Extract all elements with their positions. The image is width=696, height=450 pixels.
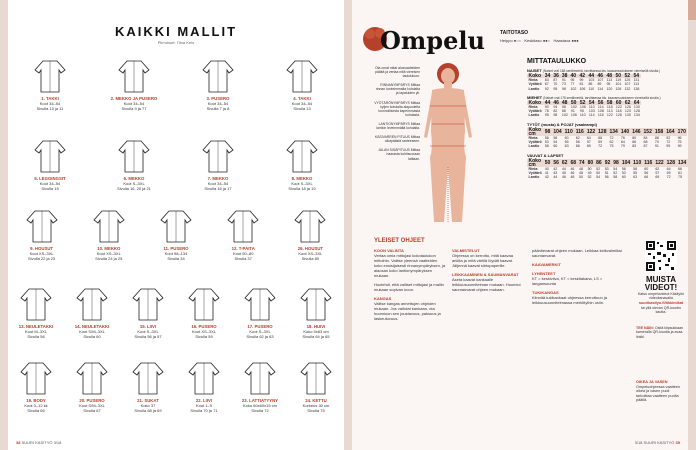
garment-sketch-icon bbox=[104, 136, 164, 176]
model-sizes: Koot XS–3XL bbox=[96, 251, 121, 256]
instruction-text: Ohjeessa on kerrottu, mitä kaavaa arkilta ja mitä värillä löydät kaavat. Jäljennä kaavat siirtopaperille. bbox=[452, 253, 513, 268]
garment-sketch-icon bbox=[188, 56, 248, 96]
model-title: 21. SUKAT bbox=[137, 398, 159, 403]
garment-sketch-icon bbox=[62, 284, 122, 324]
model-item bbox=[79, 206, 139, 261]
model-title: 26. HOUSUT bbox=[297, 246, 324, 251]
figure-note: Ota omat mitat alusvaatteiden päältä ja vertaa niitä viereisen taulukkoon. bbox=[374, 66, 420, 79]
tip-box: TEE NÄIN: Ositä klipsukkaan kameralla QR-koodia ja avaa linkki. bbox=[636, 326, 684, 339]
model-item bbox=[12, 206, 72, 261]
instruction-heading: LEIKKAAMINEN & SAUMANVARAT bbox=[452, 272, 519, 277]
table-row: Rinta 90 94 98 102 106 110 114 118 122 126 130 bbox=[528, 105, 640, 110]
model-sizes: Koot S/M–3XL bbox=[79, 329, 105, 334]
general-instructions-title: YLEISET OHJEET bbox=[374, 238, 425, 244]
model-title: 15. LIIVI bbox=[139, 324, 157, 329]
model-title: 17. PUSERO bbox=[247, 324, 273, 329]
garment-sketch-icon bbox=[79, 206, 139, 246]
instructions-col-3 bbox=[532, 248, 622, 305]
model-item bbox=[230, 284, 290, 339]
model-item bbox=[118, 284, 178, 339]
model-title: 1. TAKKI bbox=[41, 96, 59, 101]
model-sizes: Koot 34–54 bbox=[291, 101, 313, 106]
instruction-text: Valitse kangas annettujen ohjeiden mukaan. Jos vaihdat kankaan, ota huomioon sen joustavuus, paksuus ja laskeutuvuus. bbox=[374, 301, 441, 321]
model-title: 12. T-PAITA bbox=[231, 246, 255, 251]
figure-notes bbox=[374, 66, 420, 166]
model-title: 20. PUSERO bbox=[79, 398, 105, 403]
model-title: 9. HOUSUT bbox=[30, 246, 54, 251]
model-page: Sivulla 34 bbox=[167, 256, 185, 261]
instruction-heading: VALMISTELUT bbox=[452, 248, 480, 253]
table-row: Lantio 95 98 102 106 110 114 118 122 126 130 134 bbox=[528, 113, 640, 118]
garment-sketch-icon bbox=[188, 136, 248, 176]
table-row: Rinta 56 58 60 62 64 68 72 76 80 84 88 92 96 bbox=[528, 136, 682, 141]
model-item bbox=[280, 206, 340, 261]
instruction-text: Kiinnitä tukikankaat ohjeessa kerrottuun ja leikkuusuunnitelmassa merkittyihin osiin. bbox=[532, 295, 607, 305]
model-sizes: Koot M–3XL bbox=[24, 329, 47, 334]
garment-sketch-icon bbox=[104, 56, 164, 96]
left-right-note: OIKEA JA VASEN Ompeluohjeessa vaatteen oikea ja vasen puoli tarkoittaa vaatteen puolta päällä. bbox=[636, 380, 681, 402]
model-page: Sivulla 10 ja 11 bbox=[36, 106, 64, 111]
size-table-heading: NAISET (Naiset vrat 168 senttimetriä, tarvittaessa kts. kaavamuutokseen viereisellä sivulla.) bbox=[527, 68, 661, 73]
model-sizes: Koot XS–3XL bbox=[29, 251, 54, 256]
instruction-text: Huolehdi, että valitset mittojasi ja mallin mukaan sopivan koon. bbox=[374, 282, 444, 292]
garment-sketch-icon bbox=[8, 358, 66, 398]
garment-sketch-icon bbox=[118, 284, 178, 324]
table-row: Vyötärö 67 70 73 77 81 85 89 95 101 107 113 bbox=[528, 82, 640, 87]
model-page: Sivulla 75 bbox=[307, 408, 325, 413]
model-sizes: Koko 9x83 cm bbox=[303, 329, 329, 334]
model-title: 4. TAKKI bbox=[293, 96, 311, 101]
model-sizes: Korkeus 30 cm bbox=[302, 403, 330, 408]
model-title: 7. MEKKO bbox=[207, 176, 229, 181]
model-page: Sivulla 56 bbox=[27, 334, 45, 339]
model-page: Sivulla 13 bbox=[293, 106, 311, 111]
model-sizes: Koot S/M–3XL bbox=[79, 403, 105, 408]
figure-note: VYÖTÄRÖNYMPÄRYS Mittaa kyljen kohdalta alapuolelta luonnollisesta kapeimmasta kohdasta. bbox=[374, 100, 420, 117]
garment-sketch-icon bbox=[12, 206, 72, 246]
model-page: Sivulla 16 ja 17 bbox=[204, 186, 232, 191]
garment-sketch-icon bbox=[280, 206, 340, 246]
model-item bbox=[20, 56, 80, 111]
model-sizes: Koko 60x60x15 cm bbox=[242, 403, 278, 408]
instruction-text: pääntievarat ohjeen mukaan. Leikkaa kelkvalmiiksi saumanvarat. bbox=[532, 248, 622, 258]
videos-box: MUISTA VIDEOT! Katso ompeluvideot Käsityön videokanavalla suurikasityo.fi/tikkimikat tai yllä olevan QR-koodin kautta. bbox=[637, 275, 685, 314]
model-title: 13. NEULETAKKI bbox=[18, 324, 54, 329]
garment-sketch-icon bbox=[230, 358, 290, 398]
table-row: Lantio 92 95 98 102 106 110 114 120 126 132 138 bbox=[528, 86, 640, 91]
garment-sketch-icon bbox=[272, 56, 332, 96]
figure-note: LANTIONYMPÄRYS Mittaa lantion leveimmältä kohdalta. bbox=[376, 121, 420, 131]
instruction-text: Vertaa omia mittojasi kokotaulukon mittoihin. Valitse yleensä vaatteiden koko ensisijaisesti rinnanympäryksen, ja alaosan koko lantionympäryksen mukaan. bbox=[374, 253, 446, 278]
model-title: 16. PUSERO bbox=[191, 324, 217, 329]
garment-sketch-icon bbox=[146, 206, 206, 246]
garment-sketch-icon bbox=[272, 136, 332, 176]
model-item bbox=[286, 358, 344, 413]
model-sizes: Koot 34–54 bbox=[207, 181, 229, 186]
table-row: Vyötärö 41 43 45 46 48 49 50 51 52 53 55 56 57 59 61 bbox=[528, 171, 682, 176]
left-footer: 38 SUURI KÄSITYÖ 3/18 bbox=[16, 440, 62, 445]
size-table-heading: VAUVAT & LAPSET bbox=[527, 152, 564, 158]
garment-sketch-icon bbox=[20, 56, 80, 96]
model-page: Sivulla 7 ja 8 bbox=[206, 106, 230, 111]
model-page: Sivulla 9 ja 77 bbox=[121, 106, 147, 111]
garment-sketch-icon bbox=[8, 284, 66, 324]
model-page: Sivulla 60 bbox=[83, 334, 101, 339]
instruction-heading: LYHENTEET bbox=[532, 271, 556, 276]
model-sizes: Koot XS–3XL bbox=[298, 251, 323, 256]
model-sizes: Koot XS–3XL bbox=[191, 329, 217, 334]
table-row: Vyötärö 53 54 55 56 57 59 62 64 66 68 70 72 75 bbox=[528, 140, 682, 145]
model-page: Sivulla 22 ja 23 bbox=[28, 256, 56, 261]
model-sizes: Koot 34–54 bbox=[207, 101, 229, 106]
model-item bbox=[188, 56, 248, 111]
instruction-heading: TUKIKANGAS bbox=[532, 290, 559, 295]
model-title: 10. MEKKO bbox=[97, 246, 121, 251]
model-item bbox=[20, 136, 80, 191]
model-page: Sivulla 56 ja 57 bbox=[134, 334, 162, 339]
garment-sketch-icon bbox=[174, 358, 234, 398]
garment-sketch-icon bbox=[20, 136, 80, 176]
model-page: Sivulla 64 ja 65 bbox=[302, 334, 330, 339]
model-page: Sivulla 80 bbox=[301, 256, 320, 261]
model-title: 19. BODY bbox=[26, 398, 46, 403]
model-page: Sivulla 68 ja 69 bbox=[134, 408, 162, 413]
table-row: Rinta 40 42 44 46 48 50 52 53 54 56 58 60 62 64 66 bbox=[528, 167, 682, 172]
page-subtitle: Piirrokset: Tiina Kelo bbox=[157, 40, 195, 45]
left-page bbox=[8, 0, 344, 450]
model-item bbox=[8, 284, 66, 339]
model-title: 2. MEKKO JA PUSERO bbox=[110, 96, 158, 101]
instructions-col-2 bbox=[452, 248, 524, 292]
model-title: 11. PUSERO bbox=[163, 246, 189, 251]
model-sizes: Koot S–3XL bbox=[291, 181, 313, 186]
table-row: Lantio 42 44 46 48 50 52 54 56 58 60 63 66 69 72 75 bbox=[528, 175, 682, 180]
instruction-heading: KOON VALINTA bbox=[374, 248, 404, 253]
model-item bbox=[62, 358, 122, 413]
model-title: 24. KETTU bbox=[305, 398, 327, 403]
table-row: Lantio 58 60 63 66 69 72 75 79 83 87 91 95 99 bbox=[528, 144, 682, 149]
instruction-text: KT = keskiviiva, KT = keskitakana, LS = langansuunta bbox=[532, 276, 603, 286]
model-page: Sivulla 16, 20 ja 21 bbox=[117, 186, 151, 191]
model-page: Sivulla 72 bbox=[251, 408, 269, 413]
model-page: Sivulla 62 ja 63 bbox=[246, 334, 274, 339]
model-page: Sivulla 70 ja 71 bbox=[190, 408, 218, 413]
model-page: Sivulla 37 bbox=[234, 256, 252, 261]
table-row: Rinta 83 87 91 95 99 103 107 113 119 125 131 bbox=[528, 78, 640, 83]
model-item bbox=[230, 358, 290, 413]
figure-note: KÄSIVARREN PITUUS Mittaa olkapäästä ranteeseen. bbox=[374, 135, 420, 144]
size-table: Koko 44 46 48 50 52 54 56 58 60 62 64 Rinta 90 94 98 102 106 110 114 118 122 126 130 Vyötärö 78 82 86 91 95 103 108 113 118 123 128 Lantio 95 98 102 106 110 114 118 122 126 130 134 bbox=[528, 99, 640, 118]
model-item bbox=[188, 136, 248, 191]
model-sizes: Koot 34–54 bbox=[123, 101, 145, 106]
model-item bbox=[174, 284, 234, 339]
model-item bbox=[62, 284, 122, 339]
model-item bbox=[174, 358, 234, 413]
size-table: Koko cm 50 56 62 68 74 80 86 92 98 104 110 116 122 128 134 Rinta 40 42 44 46 48 50 52 53 54 56 58 60 62 64 66 Vyötärö 41 43 45 46 48 49 50 51 52 53 55 56 57 59 61 Lantio 42 44 46 48 50 52 54 56 58 60 63 66 69 72 75 bbox=[528, 157, 687, 180]
model-page: Sivulla 15 bbox=[41, 186, 59, 191]
model-title: 23. LATTIATYYNY bbox=[241, 398, 279, 403]
size-table: Koko cm 98 104 110 116 122 128 134 140 146 152 158 164 170 Rinta 56 58 60 62 64 68 72 76 80 84 88 92 96 Vyötärö 53 54 55 56 57 59 62 64 66 68 70 72 75 Lantio 58 60 63 66 69 72 75 79 83 87 91 95 99 bbox=[528, 126, 686, 149]
model-title: 18. HUIVI bbox=[306, 324, 326, 329]
model-page: Sivulla 67 bbox=[83, 408, 101, 413]
model-title: 6. MEKKO bbox=[123, 176, 145, 181]
model-item bbox=[118, 358, 178, 413]
page-title: KAIKKI MALLIT bbox=[114, 24, 238, 39]
model-title: 3. PUSERO bbox=[206, 96, 230, 101]
garment-sketch-icon bbox=[286, 284, 344, 324]
garment-sketch-icon bbox=[213, 206, 273, 246]
model-item bbox=[104, 56, 164, 111]
model-sizes: Koot S–3XL bbox=[249, 329, 271, 334]
garment-sketch-icon bbox=[286, 358, 344, 398]
model-sizes: Koot S–3XL bbox=[123, 181, 145, 186]
model-page: Sivulla 59 bbox=[195, 334, 213, 339]
size-tables bbox=[527, 68, 687, 180]
garment-sketch-icon bbox=[174, 284, 234, 324]
model-item bbox=[272, 56, 332, 111]
instructions-col-1 bbox=[374, 248, 446, 321]
model-sizes: Koko 37 bbox=[140, 403, 156, 408]
model-page: Sivulla 18 ja 19 bbox=[288, 186, 316, 191]
body-figure-icon bbox=[418, 62, 478, 227]
qr-code-icon[interactable] bbox=[645, 240, 677, 272]
table-row: Vyötärö 78 82 86 91 95 103 108 113 118 123 128 bbox=[528, 109, 640, 114]
video-link[interactable]: suurikasityo.fi/tikkimikat bbox=[638, 300, 684, 305]
instruction-heading: KANGAS bbox=[374, 296, 392, 301]
model-item bbox=[104, 136, 164, 191]
model-sizes: Koot 98–134 bbox=[164, 251, 188, 256]
model-page: Sivulla 24 ja 25 bbox=[95, 256, 123, 261]
size-table: Koko 34 36 38 40 42 44 46 48 50 52 54 Rinta 83 87 91 95 99 103 107 113 119 125 131 Vyötärö 67 70 73 77 81 85 89 95 101 107 113 Lantio 92 95 98 102 106 110 114 120 126 132 138 bbox=[528, 73, 640, 91]
garment-sketch-icon bbox=[230, 284, 290, 324]
figure-note: RINNANYMPÄRYS Mittaa rinnan korkeimmalta kohdalta ja lapaluiden yli. bbox=[375, 83, 420, 96]
skill-level: TAITOTASO Helppo ●○○ Keskitaso ●●○ Haastava ●●● bbox=[500, 30, 579, 43]
model-page: Sivulla 66 bbox=[27, 408, 45, 413]
model-item bbox=[213, 206, 273, 261]
size-table-heading: TYTÖT (musta) & POJAT (vaaleampi) bbox=[527, 121, 597, 127]
right-footer: 3/18 SUURI KÄSITYÖ 39 bbox=[634, 440, 680, 445]
size-table-heading: MIEHET (Naiset vrat 178 senttimetriä, tarvittaessa kts. kaavamuutokseen viereisellä sivulla.) bbox=[527, 94, 661, 100]
garment-sketch-icon bbox=[118, 358, 178, 398]
model-title: 8. MEKKO bbox=[291, 176, 313, 181]
model-sizes: Koot S–3XL bbox=[137, 329, 159, 334]
model-sizes: Koot 34–54 bbox=[39, 101, 61, 106]
model-item bbox=[272, 136, 332, 191]
instruction-text: Aseta kaavat kankaalle leikkuusuunnitelman mukaan. Huomioi saumanvarat ohjeen mukaan. bbox=[452, 277, 521, 292]
garment-sketch-icon bbox=[62, 358, 122, 398]
model-item bbox=[8, 358, 66, 413]
right-page bbox=[352, 0, 688, 450]
model-item bbox=[146, 206, 206, 261]
figure-note: JALAN SISÄPITUUS Mittaa haarasta kohtisuoraan lattiaan. bbox=[378, 148, 420, 161]
model-title: 22. LIIVI bbox=[195, 398, 213, 403]
model-sizes: Koot 1–9 bbox=[195, 403, 212, 408]
model-title: 5. LEGGINGSIT bbox=[34, 176, 66, 181]
instruction-heading: KAAVAMERKIT bbox=[532, 262, 561, 267]
model-item bbox=[286, 284, 344, 339]
article-title: Ompelu bbox=[380, 26, 485, 55]
model-sizes: Koot 50–80 bbox=[232, 251, 254, 256]
model-title: 14. NEULETAKKI bbox=[74, 324, 110, 329]
size-table-title: MITTATAULUKKO bbox=[527, 58, 587, 65]
model-sizes: Koot 34–54 bbox=[39, 181, 61, 186]
model-sizes: Koot 0–12 kk bbox=[24, 403, 48, 408]
